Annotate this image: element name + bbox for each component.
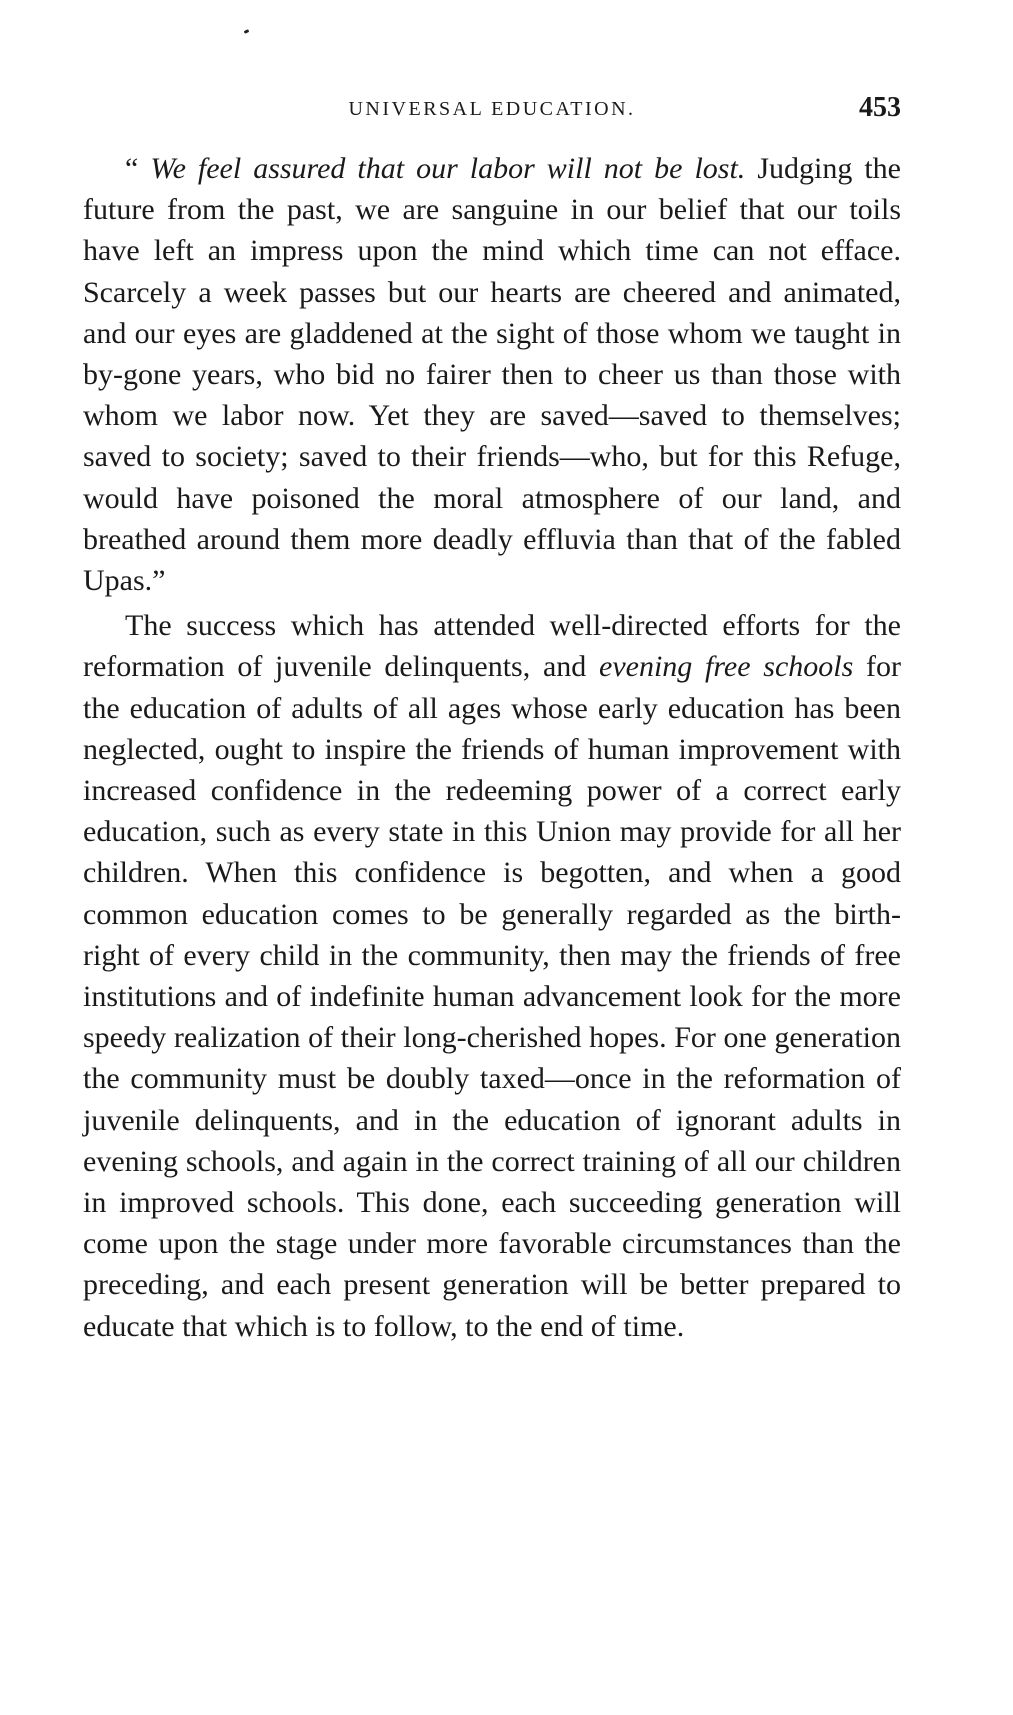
paragraph-success bbox=[83, 605, 901, 1347]
page-number: 453 bbox=[859, 92, 901, 123]
opening-quote-mark: “ bbox=[125, 152, 151, 185]
italic-opening-sentence: We feel assured that our labor will not be lost. bbox=[150, 152, 746, 185]
ink-speck bbox=[244, 29, 250, 34]
paragraph-quotation bbox=[83, 148, 901, 601]
running-title: UNIVERSAL EDUCATION. bbox=[348, 98, 636, 120]
paragraph-text-start: The success which has attended well-directed efforts for the reformation of juvenile delinquents, and bbox=[83, 609, 901, 684]
paragraph-text-end: for the education of adults of all ages whose early education has been neglected, ought to inspire the friends of human improvement with increased confidence in the redeeming power of a correct early education, such as every state in this Union may provide for all her children. When this confidence is begotten, and when a good common education comes to be generally regarded as the birth-right of every child in the community, then may the friends of free institutions and of indefinite human advancement look for the more speedy realization of their long-cherished hopes. For one generation the community must be doubly taxed—once in the reformation of juvenile delinquents, and in the education of ignorant adults in evening schools, and again in the correct training of all our children in improved schools. This done, each succeeding generation will come upon the stage under more favorable circumstances than the preceding, and each present generation will be better prepared to educate that which is to follow, to the end of time. bbox=[83, 650, 902, 1343]
running-head bbox=[83, 92, 901, 132]
quotation-text: Judging the future from the past, we are sanguine in our belief that our toils have left an impress upon the mind which time can not efface. Scarcely a week passes but our hearts are cheered and animated, and our eyes are gladdened at the sight of those whom we taught in by-gone years, who bid no fairer then to cheer us than those with whom we labor now. Yet they are saved—saved to themselves; saved to society; saved to their friends—who, but for this Refuge, would have poisoned the moral atmosphere of our land, and breathed around them more deadly effluvia than that of the fabled Upas.” bbox=[83, 152, 901, 598]
italic-evening-free-schools: evening free schools bbox=[599, 650, 854, 684]
body-text bbox=[83, 148, 901, 1347]
